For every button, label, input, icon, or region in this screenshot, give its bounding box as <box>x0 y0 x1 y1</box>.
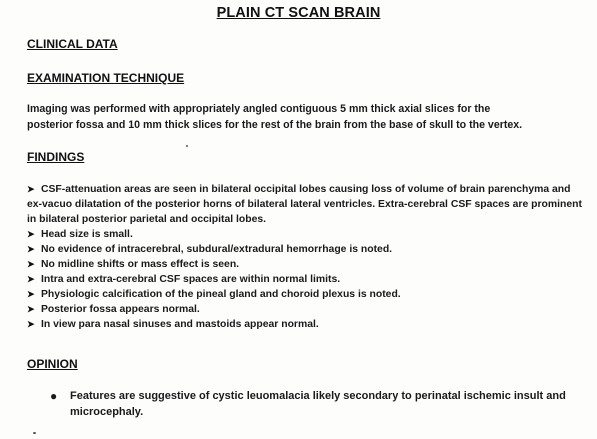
findings-item-text: Head size is small. <box>41 229 133 240</box>
findings-item-text: No evidence of intracerebral, subdural/extradural hemorrhage is noted. <box>41 244 393 255</box>
findings-item <box>27 317 587 332</box>
findings-item <box>27 257 587 272</box>
examination-technique-text-line-2: posterior fossa and 10 mm thick slices for the rest of the brain from the base of skull to the vertex. <box>27 119 523 131</box>
arrowhead-bullet-icon: ➤ <box>27 184 35 194</box>
arrowhead-bullet-icon: ➤ <box>27 304 35 314</box>
examination-technique-heading: EXAMINATION TECHNIQUE <box>27 71 185 85</box>
arrowhead-bullet-icon: ➤ <box>27 319 35 329</box>
arrowhead-bullet-icon: ➤ <box>27 274 35 284</box>
findings-heading: FINDINGS <box>27 150 85 164</box>
arrowhead-bullet-icon: ➤ <box>27 289 35 299</box>
findings-list <box>27 182 587 332</box>
examination-technique-text-line-1: Imaging was performed with appropriately angled contiguous 5 mm thick axial slices for the <box>27 103 491 115</box>
findings-item-text: Posterior fossa appears normal. <box>41 304 200 315</box>
report-title: PLAIN CT SCAN BRAIN <box>216 5 381 21</box>
scan-speck <box>186 145 188 147</box>
opinion-heading: OPINION <box>27 357 78 371</box>
findings-item-text: In view para nasal sinuses and mastoids appear normal. <box>41 319 319 330</box>
findings-item <box>27 302 587 317</box>
findings-item <box>27 242 587 257</box>
clinical-data-heading: CLINICAL DATA <box>27 37 118 51</box>
findings-item <box>27 287 587 302</box>
opinion-item-text: Features are suggestive of cystic leuomalacia likely secondary to perinatal ischemic insult and microcephaly. <box>70 390 566 418</box>
arrowhead-bullet-icon: ➤ <box>27 259 35 269</box>
findings-item-text: Intra and extra-cerebral CSF spaces are within normal limits. <box>41 274 341 285</box>
findings-item <box>27 227 587 242</box>
findings-item-text: CSF-attenuation areas are seen in bilateral occipital lobes causing loss of volume of brain parenchyma and ex-vacuo dilatation of the posterior horns of bilateral lateral ventricles. Extra-cerebral CSF spaces are prominent in bilateral posterior parietal and occipital lobes. <box>27 184 582 225</box>
findings-item-text: Physiologic calcification of the pineal gland and choroid plexus is noted. <box>41 289 401 300</box>
opinion-item <box>50 388 570 420</box>
findings-item <box>27 272 587 287</box>
findings-item-text: No midline shifts or mass effect is seen. <box>41 259 240 270</box>
disc-bullet-icon: ● <box>50 389 58 403</box>
arrowhead-bullet-icon: ➤ <box>27 229 35 239</box>
arrowhead-bullet-icon: ➤ <box>27 244 35 254</box>
opinion-list <box>50 388 570 420</box>
findings-item <box>27 182 587 227</box>
scan-speck <box>33 432 36 434</box>
